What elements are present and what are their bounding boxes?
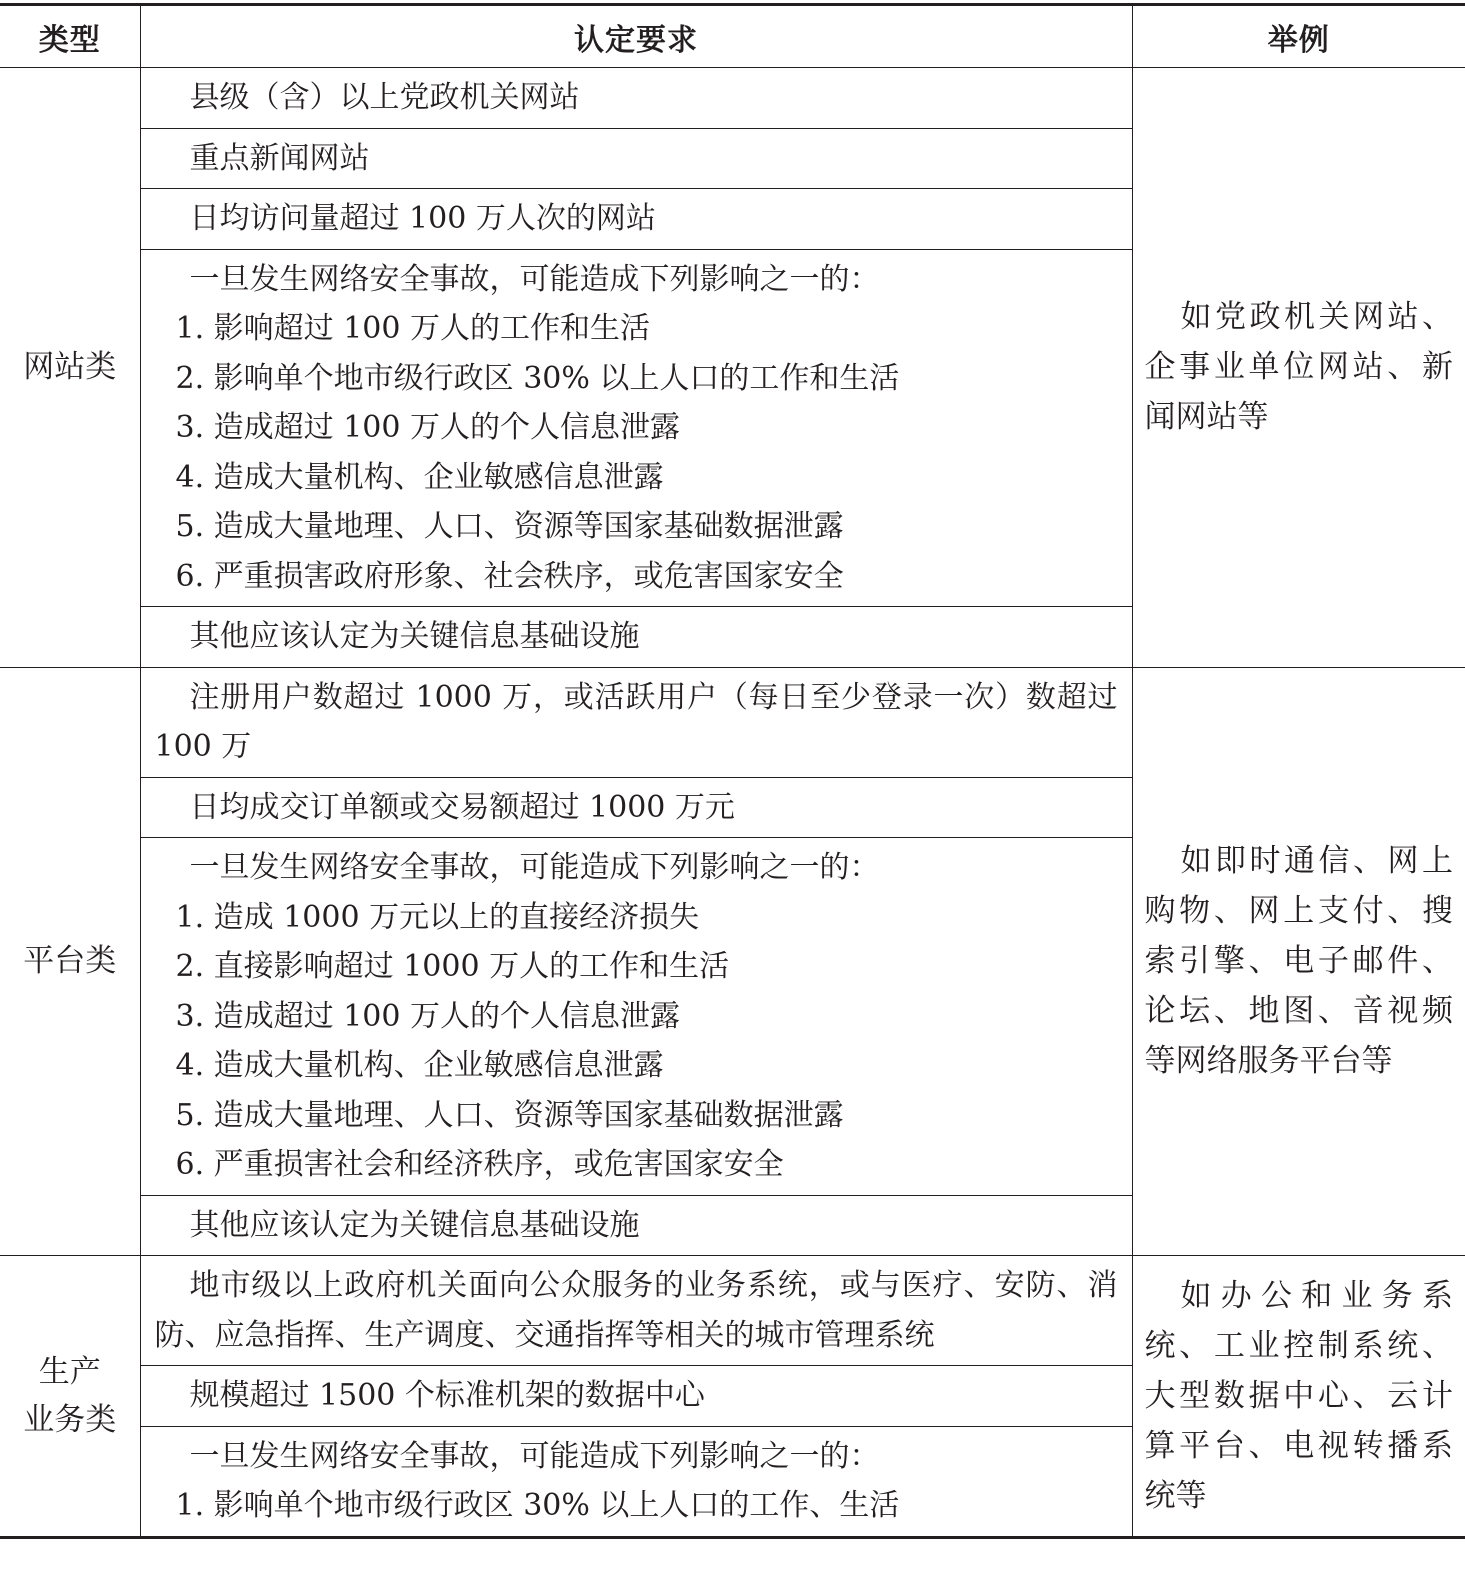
table-row [0,1256,1465,1366]
type-cell-platform: 平台类 [0,667,140,1256]
requirement-cell [140,607,1132,668]
table-row [0,667,1465,777]
requirement-cell [140,68,1132,129]
example-cell-production [1132,1256,1465,1538]
requirement-cell [140,189,1132,250]
requirement-line: 注册用户数超过 1000 万，或活跃用户（每日至少登录一次）数超过 100 万 [154,679,1118,764]
example-cell-website [1132,68,1465,668]
table-row [0,68,1465,129]
type-line: 生产 [38,1353,101,1390]
requirement-cell [140,838,1132,1196]
example-text: 如党政机关网站、企事业单位网站、新闻网站等 [1144,299,1453,436]
requirement-line: 5. 造成大量地理、人口、资源等国家基础数据泄露 [175,509,844,544]
requirement-line: 3. 造成超过 100 万人的个人信息泄露 [175,410,680,445]
requirement-line: 1. 影响超过 100 万人的工作和生活 [175,311,650,346]
criteria-table [0,3,1465,1539]
type-cell-production [0,1256,140,1538]
requirement-cell [140,1366,1132,1427]
type-line: 业务类 [23,1401,117,1438]
requirement-line: 一旦发生网络安全事故，可能造成下列影响之一的： [189,1438,880,1474]
requirement-line: 1. 造成 1000 万元以上的直接经济损失 [175,899,700,935]
example-cell-platform [1132,667,1465,1256]
requirement-line: 日均访问量超过 100 万人次的网站 [189,201,656,236]
example-text: 如办公和业务系统、工业控制系统、大型数据中心、云计算平台、电视转播系统等 [1144,1277,1453,1514]
example-text: 如即时通信、网上购物、网上支付、搜索引擎、电子邮件、论坛、地图、音视频等网络服务平台等 [1144,843,1453,1080]
requirement-line: 其他应该认定为关键信息基础设施 [189,619,640,654]
requirement-line: 其他应该认定为关键信息基础设施 [189,1207,640,1243]
requirement-line: 地市级以上政府机关面向公众服务的业务系统，或与医疗、安防、消防、应急指挥、生产调度、交通指挥等相关的城市管理系统 [154,1268,1118,1353]
requirement-line: 2. 影响单个地市级行政区 30% 以上人口的工作和生活 [175,360,900,396]
header-type: 类型 [0,5,140,68]
requirement-cell [140,1426,1132,1537]
header-requirements: 认定要求 [140,5,1132,68]
requirement-cell [140,777,1132,838]
requirement-cell [140,1256,1132,1366]
requirement-line: 日均成交订单额或交易额超过 1000 万元 [189,789,735,825]
requirement-line: 2. 直接影响超过 1000 万人的工作和生活 [175,949,730,984]
requirement-line: 1. 影响单个地市级行政区 30% 以上人口的工作、生活 [175,1488,900,1523]
requirement-cell [140,249,1132,607]
header-example: 举例 [1132,5,1465,68]
requirement-line: 4. 造成大量机构、企业敏感信息泄露 [175,459,664,495]
type-cell-website: 网站类 [0,68,140,668]
requirement-line: 6. 严重损害政府形象、社会秩序，或危害国家安全 [175,558,844,594]
requirement-line: 6. 严重损害社会和经济秩序，或危害国家安全 [175,1147,784,1182]
requirement-line: 一旦发生网络安全事故，可能造成下列影响之一的： [189,261,880,297]
requirement-line: 县级（含）以上党政机关网站 [189,80,580,115]
requirement-cell [140,667,1132,777]
requirement-line: 重点新闻网站 [189,140,370,176]
requirement-cell [140,1195,1132,1256]
requirement-line: 5. 造成大量地理、人口、资源等国家基础数据泄露 [175,1097,844,1133]
header-row [0,5,1465,68]
requirement-line: 4. 造成大量机构、企业敏感信息泄露 [175,1048,664,1083]
requirement-line: 一旦发生网络安全事故，可能造成下列影响之一的： [189,850,880,885]
requirement-cell [140,128,1132,189]
requirement-line: 规模超过 1500 个标准机架的数据中心 [189,1378,705,1413]
requirement-line: 3. 造成超过 100 万人的个人信息泄露 [175,998,680,1034]
